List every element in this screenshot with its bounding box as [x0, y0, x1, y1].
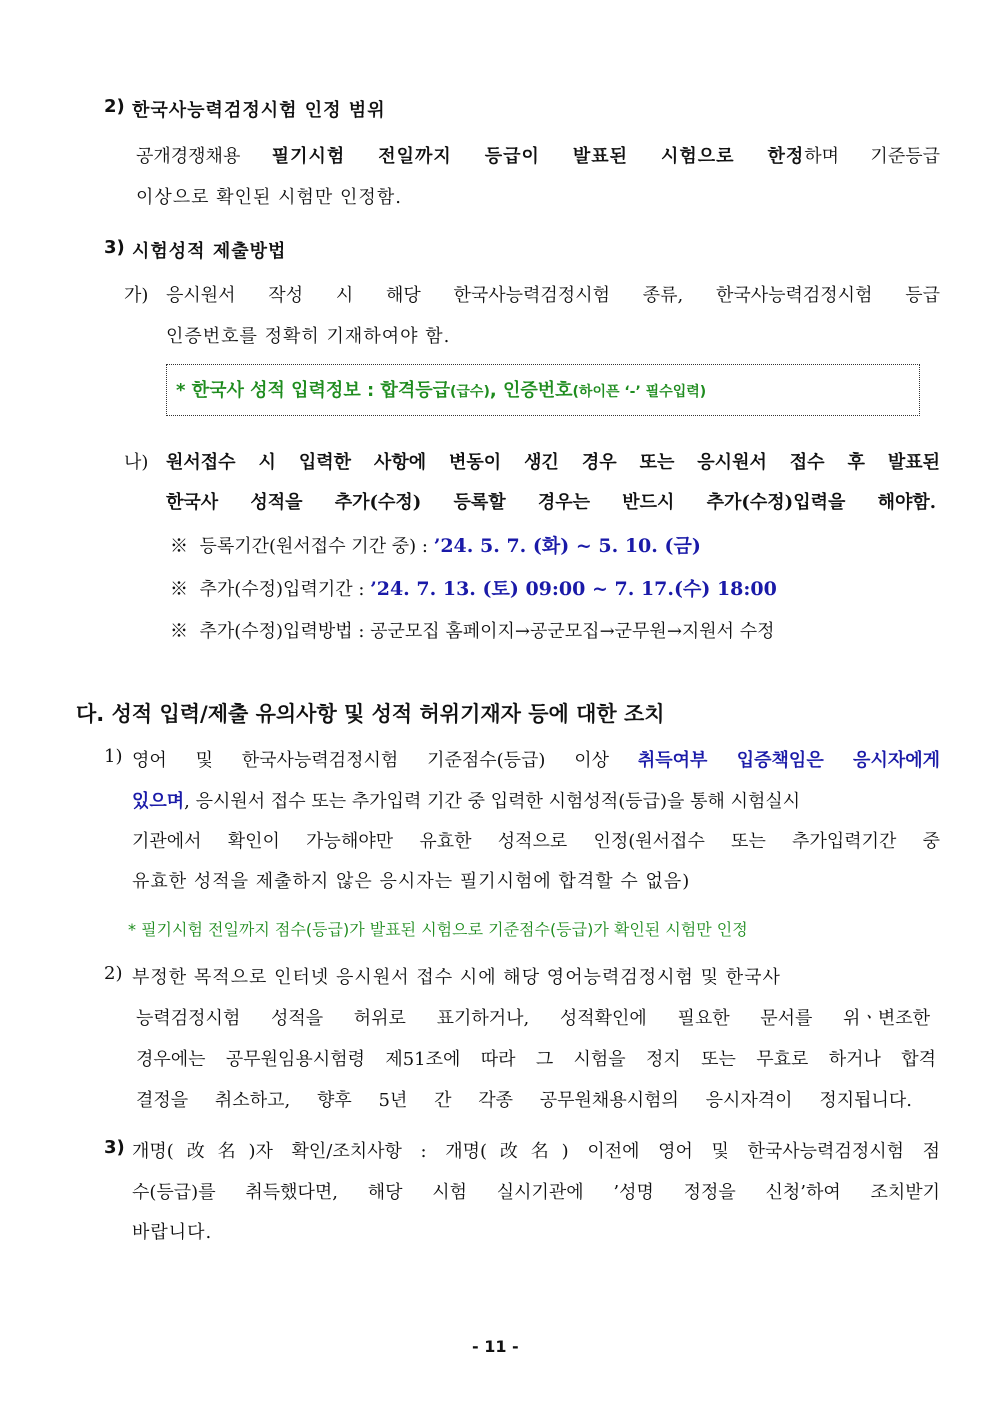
item-1-line4: 유효한 성적을 제출하지 않은 응시자는 필기시험에 합격할 수 없음) [132, 871, 691, 892]
section-2-text-pre: 공개경쟁채용 [136, 146, 272, 167]
item-2-line2: 능력검정시험 성적을 허위로 표기하거나, 성적확인에 필요한 문서를 위ㆍ변조한 [136, 1008, 930, 1029]
item-1-line2-post: , 응시원서 접수 또는 추가입력 기간 중 입력한 시험성적(등급)을 통해 시험실시 [184, 791, 801, 812]
note-value: ’24. 5. 7. (화) ~ 5. 10. (금) [433, 535, 701, 557]
item-2-number: 2) [104, 963, 123, 984]
info-box-part-a: * 한국사 성적 입력정보 : 합격등급 [176, 380, 450, 401]
korean-history-info-text [176, 376, 706, 402]
note-registration-period [170, 531, 701, 558]
note-label: 추가(수정)입력기간 : [199, 579, 371, 600]
item-na-line2: 한국사 성적을 추가(수정) 등록할 경우는 반드시 추가(수정)입력을 해야함. [166, 492, 936, 513]
item-1-line2-bold: 있으며 [132, 791, 185, 812]
item-1-number: 1) [104, 746, 123, 767]
section-3-number: 3) [104, 237, 125, 258]
note-mark: ※ [170, 621, 188, 642]
item-na-number: 나) [124, 452, 149, 473]
item-ga-number: 가) [124, 285, 149, 306]
item-2-line4: 결정을 취소하고, 향후 5년 간 각종 공무원채용시험의 응시자격이 정지됩니다. [136, 1090, 912, 1111]
page-number: - 11 - [472, 1337, 519, 1356]
item-ga-line2: 인증번호를 정확히 기재하여야 함. [166, 326, 451, 347]
item-3-line1: 개명(改名)자 확인/조치사항 : 개명(改名) 이전에 영어 및 한국사능력검정시험 점 [132, 1141, 940, 1162]
item-2-line1: 부정한 목적으로 인터넷 응시원서 접수 시에 해당 영어능력검정시험 및 한국사 [132, 967, 781, 988]
item-1-line1-pre: 영어 및 한국사능력검정시험 기준점수(등급) 이상 [132, 750, 638, 771]
item-1-line1-bold: 취득여부 입증책임은 응시자에게 [637, 750, 940, 771]
section-2-text-bold: 필기시험 전일까지 등급이 발표된 시험으로 한정 [271, 146, 805, 167]
note-label: 추가(수정)입력방법 : 공군모집 홈페이지→공군모집→군무원→지원서 수정 [199, 621, 775, 642]
section-da-heading: 다. 성적 입력/제출 유의사항 및 성적 허위기재자 등에 대한 조치 [76, 702, 665, 726]
note-additional-input-period [170, 574, 777, 601]
info-box-part-b-small: (하이픈 ‘-’ 필수입력) [572, 384, 707, 400]
note-additional-input-method [170, 617, 775, 643]
item-3-line2: 수(등급)를 취득했다면, 해당 시험 실시기관에 ’성명 정정을 신청’하여 조치받기 [132, 1182, 940, 1203]
item-3-line3: 바랍니다. [132, 1222, 213, 1243]
note-label: 등록기간(원서접수 기간 중) : [199, 536, 434, 557]
section-2-text-post: 하며 기준등급 [804, 146, 940, 167]
note-mark: ※ [170, 579, 188, 600]
item-ga-line1: 응시원서 작성 시 해당 한국사능력검정시험 종류, 한국사능력검정시험 등급 [166, 285, 940, 306]
info-box-part-a-small: (급수) [450, 384, 490, 400]
item-1-line2 [132, 787, 800, 813]
item-na-line1: 원서접수 시 입력한 사항에 변동이 생긴 경우 또는 응시원서 접수 후 발표된 [166, 452, 940, 473]
note-mark: ※ [170, 536, 188, 557]
item-2-line3: 경우에는 공무원임용시험령 제51조에 따라 그 시험을 정지 또는 무효로 하거나 합격 [136, 1049, 936, 1070]
item-1-line3: 기관에서 확인이 가능해야만 유효한 성적으로 인정(원서접수 또는 추가입력기간 중 [132, 831, 940, 852]
section-2-number: 2) [104, 96, 125, 117]
info-box-part-b: , 인증번호 [489, 380, 573, 401]
section-2-title: 한국사능력검정시험 인정 범위 [132, 100, 386, 121]
note-value: ’24. 7. 13. (토) 09:00 ~ 7. 17.(수) 18:00 [370, 578, 777, 600]
section-2-text-line2: 이상으로 확인된 시험만 인정함. [136, 187, 402, 208]
item-3-number: 3) [104, 1137, 125, 1158]
item-1-note: * 필기시험 전일까지 점수(등급)가 발표된 시험으로 기준점수(등급)가 확인된 시험만 인정 [128, 920, 748, 939]
section-3-title: 시험성적 제출방법 [132, 241, 287, 262]
section-2-text-line1 [136, 142, 940, 168]
item-1-line1 [132, 746, 940, 772]
